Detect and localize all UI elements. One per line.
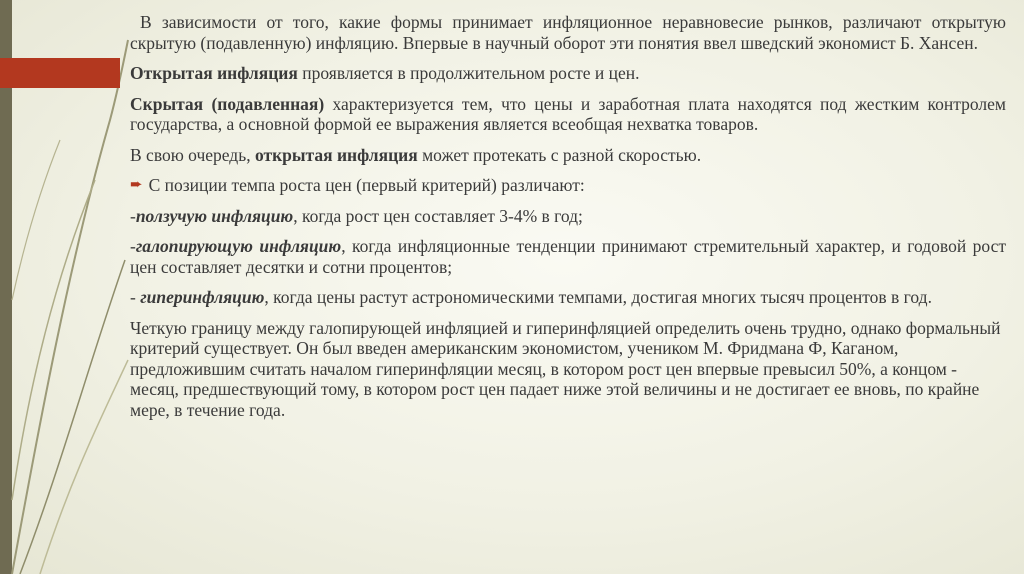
term-open-inflation: Открытая инфляция <box>130 63 298 83</box>
term-creeping: ползучую инфляцию <box>135 205 294 226</box>
term-galloping: галопирующую инфляцию <box>135 236 342 256</box>
term-hyper: гиперинфляцию <box>140 287 265 307</box>
text: , когда цены растут астрономическими темпами, достигая многих тысяч процентов в год. <box>264 287 932 307</box>
item-hyper <box>130 287 1006 308</box>
text: С позиции темпа роста цен (первый критерий) различают: <box>148 175 585 195</box>
slide-text <box>130 12 1006 430</box>
text: - <box>130 236 136 256</box>
text: может протекать с разной скоростью. <box>417 144 702 165</box>
text: - <box>130 205 136 226</box>
term-hidden-inflation: Скрытая (подавленная) <box>130 93 325 114</box>
paragraph-speed <box>130 145 1006 166</box>
paragraph-intro: В зависимости от того, какие формы принимает инфляционное неравновесие рынков, различают открытую скрытую (подавленную) инфляцию. Впервые в научный оборот эти понятия ввел шведский экономист Б. Хансен. <box>130 12 1006 53</box>
bullet-criterion <box>130 175 1006 196</box>
text: характеризуется тем, что цены и заработная плата находятся под жестким контролем государства, а основной формой ее выражения является всеобщая нехватка товаров. <box>130 93 1006 134</box>
paragraph-hidden-inflation <box>130 94 1006 135</box>
text: , когда рост цен составляет 3-4% в год; <box>293 205 583 226</box>
arrow-bullet-icon: ➨ <box>130 177 143 193</box>
text: , когда инфляционные тенденции принимают стремительный характер, и годовой рост цен составляет десятки и сотни процентов; <box>130 236 1007 277</box>
paragraph-cagan: Четкую границу между галопирующей инфляцией и гиперинфляцией определить очень трудно, однако формальный критерий существует. Он был введен американским экономистом, учеником М. Фридмана Ф, Каганом, предложившим считать началом гиперинфляции месяц, в котором рост цен впервые превысил 50%, а концом - месяц, предшествующий тому, в котором рост цен падает ниже этой величины и не достигает ее вновь, по крайне мере, в течение года. <box>130 317 1001 420</box>
text: проявляется в продолжительном росте и цен. <box>297 63 640 83</box>
text: - <box>130 287 141 307</box>
paragraph-open-inflation <box>130 63 1006 84</box>
red-title-tab <box>0 58 120 88</box>
text: В свою очередь, <box>130 144 255 165</box>
item-creeping <box>130 206 1006 227</box>
item-galloping <box>130 236 1006 277</box>
term-open-inflation-2: открытая инфляция <box>254 144 418 165</box>
